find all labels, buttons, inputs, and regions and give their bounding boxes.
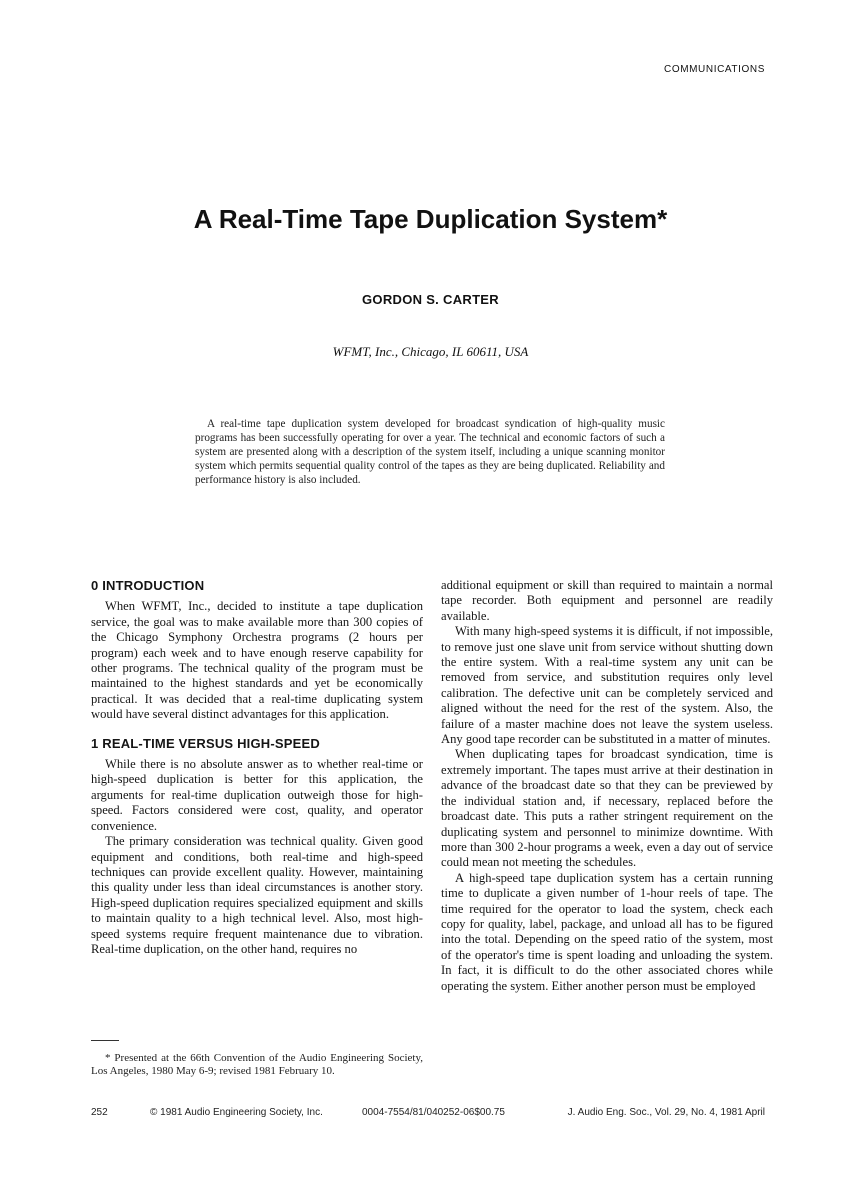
paper-title: A Real-Time Tape Duplication System* [193,204,668,234]
publication-code: 0004-7554/81/040252-06$00.75 [362,1107,505,1118]
footnote: * Presented at the 66th Convention of the Audio Engineering Society, Los Angeles, 1980 May 6-9; revised 1981 February 10. [91,1052,423,1078]
intro-paragraph: When WFMT, Inc., decided to institute a tape duplication service, the goal was to make available more than 300 copies of the Chicago Symphony Orchestra programs (2 hours per program) each week and to have enough reserve capability for other programs. The technical quality of the program must be maintained to the highest standards and yet be economically practical. It was decided that a real-time duplicating system would have several distinct advantages for this application. [91,599,423,722]
body-paragraph: A high-speed tape duplication system has a certain running time to duplicate a given number of 1-hour reels of tape. The time required for the operator to load the system, check each copy for quality, label, package, and unload all has to be figured into the total. Depending on the speed ratio of the system, most of the operator's time is spent loading and unloading the system. In fact, it is difficult to do the other associated chores while operating the system. Either another person must be employed [441,870,773,993]
section-heading-introduction: 0 INTRODUCTION [91,578,205,593]
page-number: 252 [91,1107,108,1118]
body-paragraph: When duplicating tapes for broadcast syndication, time is extremely important. The tapes must arrive at their destination in advance of the broadcast date so that they can be previewed by the individual station and, if necessary, replaced before the broadcast date. This puts a rather stringent requirement on the duplicating system and personnel to minimize downtime. With more than 300 2-hour programs a week, even a day out of service could mean not meeting the schedules. [441,747,773,870]
body-paragraph: While there is no absolute answer as to whether real-time or high-speed duplication is better for this application, the arguments for real-time duplication outweigh those for high-speed. Factors considered were cost, quality, and operator convenience. [91,757,423,833]
abstract: A real-time tape duplication system developed for broadcast syndication of high-quality music programs has been successfully operating for over a year. The technical and economic factors of such a system are presented along with a description of the system itself, including a unique scanning monitor system which permits sequential quality control of the tapes as they are being duplicated. Reliability and performance history is also included. [195,418,665,486]
author-name: GORDON S. CARTER [362,292,499,307]
author-affiliation: WFMT, Inc., Chicago, IL 60611, USA [332,344,529,359]
right-column [441,578,773,994]
body-paragraph-continued: additional equipment or skill than required to maintain a normal tape recorder. Both equipment and personnel are readily available. [441,578,773,623]
journal-citation: J. Audio Eng. Soc., Vol. 29, No. 4, 1981 April [567,1107,765,1118]
footnote-divider [91,1040,119,1041]
section-label: COMMUNICATIONS [664,64,765,75]
body-paragraph: With many high-speed systems it is difficult, if not impossible, to remove just one slave unit from service without shutting down the entire system. With a real-time system any unit can be removed from service, and substitution requires only level calibration. The defective unit can be completely serviced and aligned without the need for the rest of the system. Also, the failure of a master machine does not leave the system useless. Any good tape recorder can be substituted in a matter of minutes. [441,624,773,747]
copyright-notice: © 1981 Audio Engineering Society, Inc. [150,1107,323,1118]
section-heading-real-time: 1 REAL-TIME VERSUS HIGH-SPEED [91,735,320,751]
body-paragraph: The primary consideration was technical quality. Given good equipment and conditions, both real-time and high-speed techniques can provide excellent quality. However, maintaining this quality under less than ideal circumstances is another story. High-speed duplication requires specialized equipment and skills to maintain quality to a high technical level. Also, most high-speed systems require frequent maintenance due to vibration. Real-time duplication, on the other hand, requires no [91,834,423,956]
left-column [91,578,423,957]
